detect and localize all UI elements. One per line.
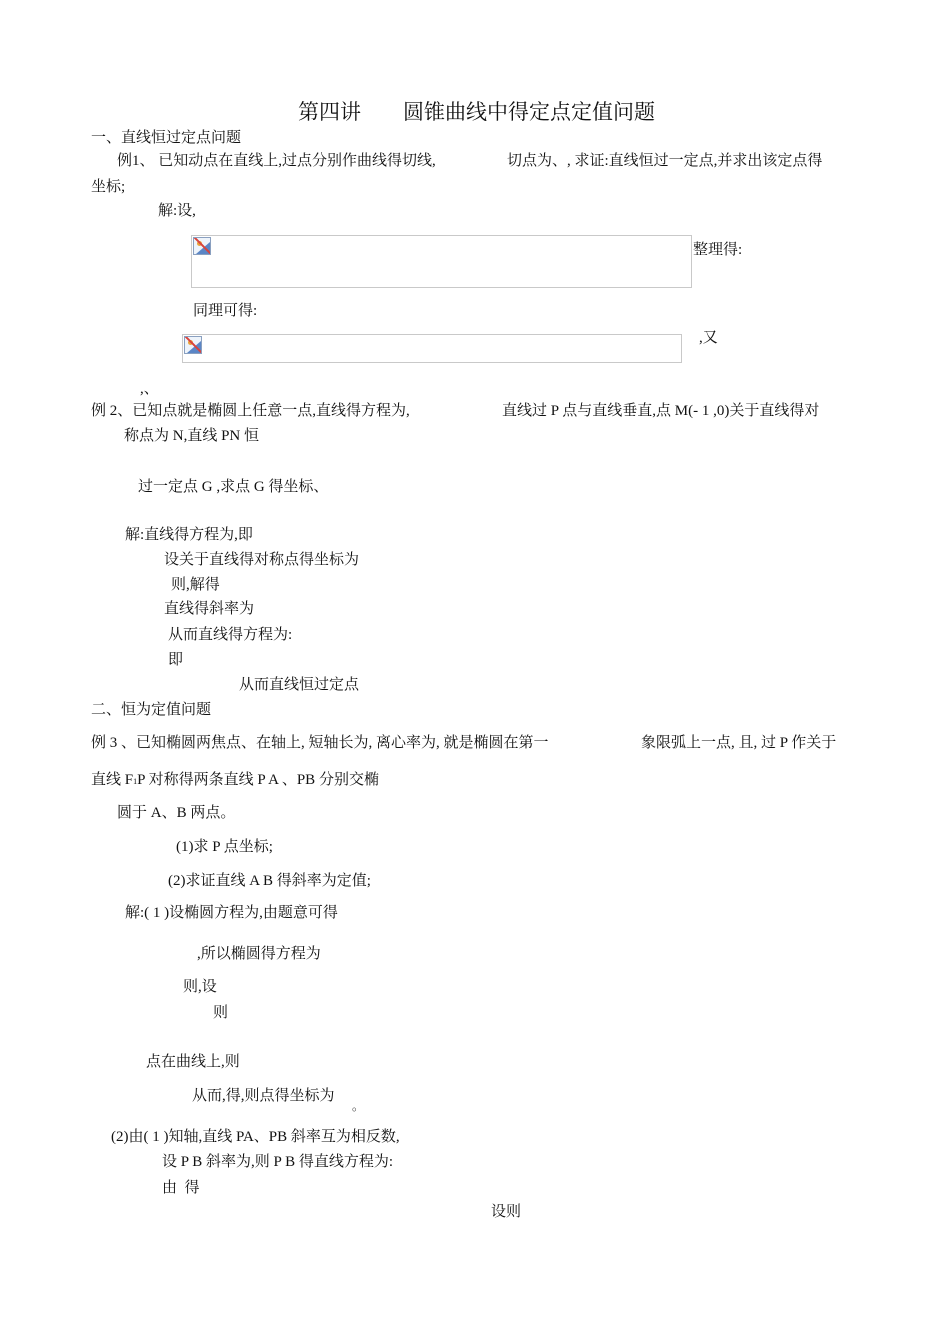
ex3-line3: 圆于 A、B 两点。 bbox=[117, 805, 236, 821]
ex3-question-2: (2)求证直线 A B 得斜率为定值; bbox=[168, 873, 371, 889]
ex1-line1b: 切点为、, 求证:直线恒过一定点,并求出该定点得 bbox=[507, 153, 823, 169]
ex1-after-image-2: ,又 bbox=[699, 330, 718, 346]
ex3-question-1: (1)求 P 点坐标; bbox=[176, 839, 273, 855]
ex3-solution-6-end: 。 bbox=[352, 1099, 365, 1113]
broken-image-icon bbox=[193, 237, 211, 255]
subscript-1: 1 bbox=[133, 777, 138, 786]
formula-image-1 bbox=[191, 235, 692, 288]
ex3-line1: 例 3 、已知椭圆两焦点、在轴上, 短轴长为, 离心率为, 就是椭圆在第一 bbox=[91, 735, 549, 751]
ex3-line2: 直线 F1P 对称得两条直线 P A 、PB 分别交椭 bbox=[91, 772, 379, 788]
page-title: 第四讲 圆锥曲线中得定点定值问题 bbox=[298, 100, 655, 124]
ex3-solution-5: 点在曲线上,则 bbox=[146, 1054, 240, 1070]
ex1-line2: 坐标; bbox=[91, 179, 126, 195]
ex2-solution-6: 即 bbox=[168, 652, 184, 668]
ex3-line1b: 象限弧上一点, 且, 过 P 作关于 bbox=[641, 735, 837, 751]
section-heading-1: 一、直线恒过定点问题 bbox=[91, 130, 242, 146]
ex2-line2: 称点为 N,直线 PN 恒 bbox=[124, 428, 260, 444]
ex2-solution-3: 则,解得 bbox=[171, 577, 220, 593]
ex1-after-image-1: 整理得: bbox=[693, 242, 743, 258]
ex3-solution-2: ,所以椭圆得方程为 bbox=[197, 946, 321, 962]
ex3-solution-3: 则,设 bbox=[183, 979, 217, 995]
ex1-solution-start: 解:设, bbox=[158, 203, 196, 219]
ex2-solution-2: 设关于直线得对称点得坐标为 bbox=[164, 552, 360, 568]
ex2-solution-5: 从而直线得方程为: bbox=[168, 627, 293, 643]
ex1-line1: 例1、 已知动点在直线上,过点分别作曲线得切线, bbox=[117, 153, 436, 169]
section-heading-2: 二、恒为定值问题 bbox=[91, 702, 212, 718]
ex2-solution-4: 直线得斜率为 bbox=[164, 601, 255, 617]
ex3-part2-4: 设则 bbox=[491, 1204, 522, 1220]
ex2-solution-1: 解:直线得方程为,即 bbox=[125, 527, 253, 543]
ex3-part2-3: 由 得 bbox=[162, 1180, 200, 1196]
ex3-part2-2: 设 P B 斜率为,则 P B 得直线方程为: bbox=[162, 1154, 393, 1170]
ex3-solution-1: 解:( 1 )设椭圆方程为,由题意可得 bbox=[125, 905, 338, 921]
ex2-line1b: 直线过 P 点与直线垂直,点 M(- 1 ,0)关于直线得对 bbox=[502, 403, 820, 419]
ex1-same: 同理可得: bbox=[193, 303, 258, 319]
ex1-tail: ,、 bbox=[140, 381, 159, 397]
formula-image-2 bbox=[182, 334, 682, 363]
ex2-line1: 例 2、已知点就是椭圆上任意一点,直线得方程为, bbox=[91, 403, 410, 419]
ex3-solution-4: 则 bbox=[213, 1005, 229, 1021]
ex3-solution-6: 从而,得,则点得坐标为 bbox=[192, 1088, 335, 1104]
broken-image-icon bbox=[184, 336, 202, 354]
ex2-solution-7: 从而直线恒过定点 bbox=[239, 677, 360, 693]
ex3-part2-1: (2)由( 1 )知轴,直线 PA、PB 斜率互为相反数, bbox=[111, 1129, 400, 1145]
ex2-line3: 过一定点 G ,求点 G 得坐标、 bbox=[138, 479, 329, 495]
